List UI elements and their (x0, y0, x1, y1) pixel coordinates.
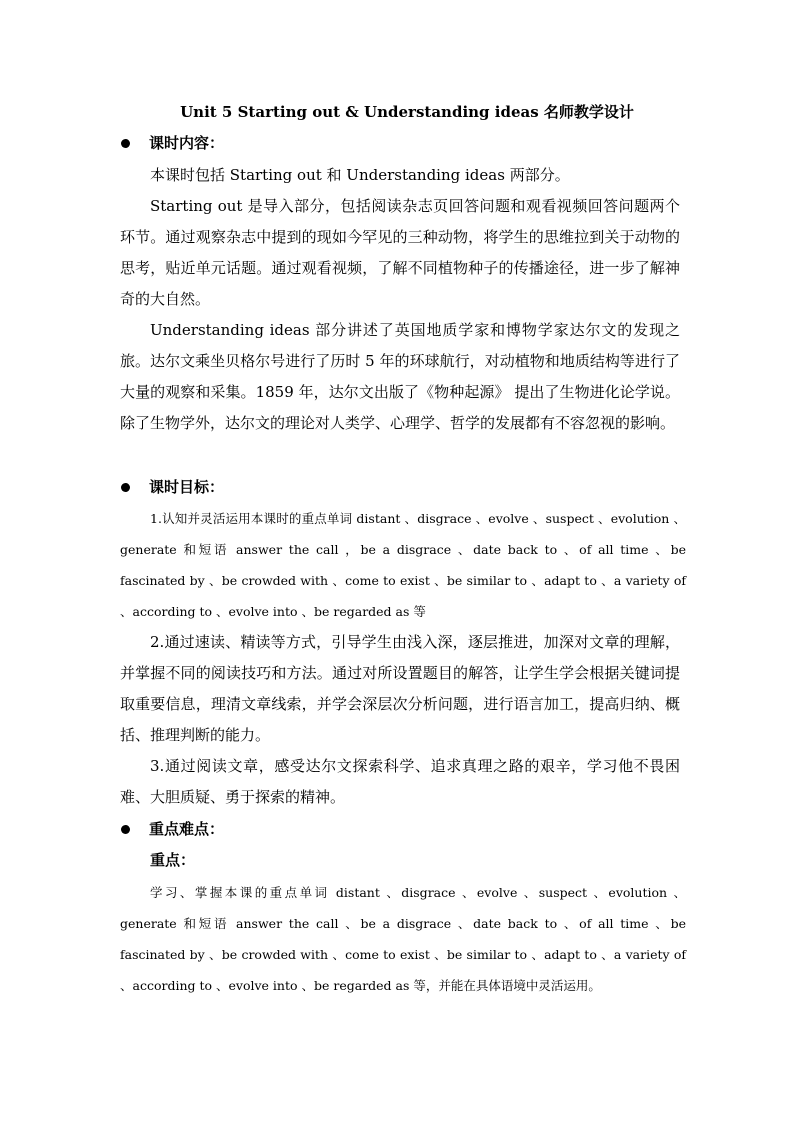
goal-item-2: 2.通过速读、精读等方式，引导学生由浅入深，逐层推进，加深对文章的理解，并掌握不同的阅读技巧和方法。通过对所设置题目的解答，让学生学会根据关键词提取重要信息，理清文章线索，并学会深层次分析问题，进行语言加工，提高归纳、概括、推理判断的能力。 (120, 633, 680, 744)
goal-item-1: 1.认知并灵活运用本课时的重点单词 distant 、disgrace 、evolve 、suspect 、evolution 、generate 和短语 answer the call ，be a disgrace 、date back to 、of all time 、be fascinated by 、be crowded with 、come to exist 、be similar to 、adapt to 、a variety of 、according to 、evolve into 、be regarded as 等 (120, 511, 686, 619)
content-paragraph-2: Starting out 是导入部分，包括阅读杂志页回答问题和观看视频回答问题两个环节。通过观察杂志中提到的现如今罕见的三种动物，将学生的思维拉到关于动物的思考，贴近单元话题。通过观看视频，了解不同植物种子的传播途径，进一步了解神奇的大自然。 (120, 197, 680, 308)
section-heading-label: 重点难点： (149, 820, 225, 838)
section-heading-label: 课时目标： (149, 478, 225, 496)
content-paragraph-1: 本课时包括 Starting out 和 Understanding ideas 两部分。 (150, 166, 570, 184)
bullet-icon (121, 139, 130, 148)
bullet-icon (121, 483, 130, 492)
key-paragraph-1: 学习、掌握本课的重点单词 distant 、disgrace 、evolve 、suspect 、evolution 、generate 和短语 answer the call 、be a disgrace 、date back to 、of all time 、be fascinated by 、be crowded with 、come to exist 、be similar to 、adapt to 、a variety of 、according to 、evolve into 、be regarded as 等，并能在具体语境中灵活运用。 (120, 885, 686, 993)
section-heading-goals (120, 474, 224, 500)
section-heading-content (120, 130, 224, 156)
bullet-icon (121, 825, 130, 834)
section-heading-label: 课时内容： (149, 134, 225, 152)
content-paragraph-3: Understanding ideas 部分讲述了英国地质学家和博物学家达尔文的发现之旅。达尔文乘坐贝格尔号进行了历时 5 年的环球航行，对动植物和地质结构等进行了大量的观察和采集。1859 年，达尔文出版了《物种起源》 提出了生物进化论学说。除了生物学外，达尔文的理论对人类学、心理学、哲学的发展都有不容忽视的影响。 (120, 321, 680, 432)
key-sub-heading: 重点： (150, 851, 196, 869)
document-title: Unit 5 Starting out & Understanding ideas 名师教学设计 (180, 103, 634, 121)
section-heading-key (120, 816, 224, 842)
goal-item-3: 3.通过阅读文章，感受达尔文探索科学、追求真理之路的艰辛，学习他不畏困难、大胆质疑、勇于探索的精神。 (120, 757, 680, 806)
